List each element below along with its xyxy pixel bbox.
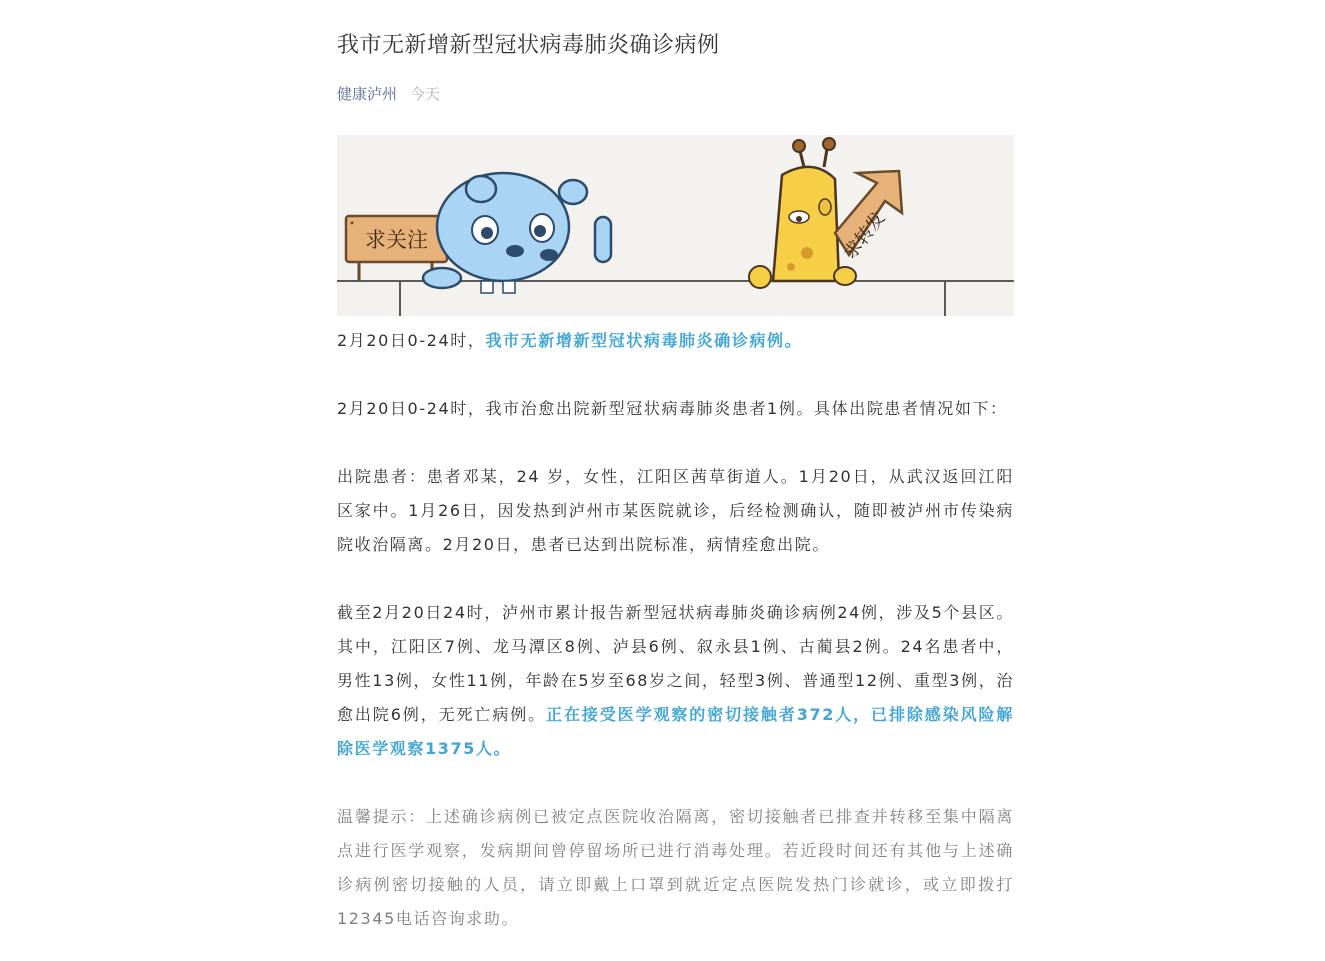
sign-share [835,171,902,263]
banner-illustration [337,135,1014,316]
cumulative-highlight: 正在接受医学观察的密切接触者372人，已排除感染风险解除医学观察1375人。 [337,705,1014,758]
paragraph-patient: 出院患者：患者邓某，24 岁，女性，江阳区茜草街道人。1月20日，从武汉返回江阳区家中。1月26日，因发热到泸州市某医院就诊，后经检测确认，随即被泸州市传染病院收治隔离。2月20日，患者已达到出院标准，病情痊愈出院。 [337,467,1014,554]
article-meta [337,85,1014,103]
paragraph-tip: 温馨提示：上述确诊病例已被定点医院收治隔离，密切接触者已排查并转移至集中隔离点进行医学观察，发病期间曾停留场所已进行消毒处理。若近段时间还有其他与上述确诊病例密切接触的人员，请立即戴上口罩到就近定点医院发热门诊就诊，或立即拨打12345电话咨询求助。 [337,807,1014,928]
author-link[interactable]: 健康泸州 [337,85,398,103]
giraffe-figure [749,138,856,288]
article-body [337,324,1014,936]
hippo-figure [423,173,611,293]
paragraph-cumulative [337,596,1014,766]
cumulative-lead: 截至2月20日24时，泸州市累计报告新型冠状病毒肺炎确诊病例24例，涉及5个县区。其中，江阳区7例、龙马潭区8例、泸县6例、叙永县1例、古蔺县2例。24名患者中，男性13例，女性11例，年龄在5岁至68岁之间，轻型3例、普通型12例、重型3例，治愈出院6例，无死亡病例。 [337,603,1014,724]
banner-image [337,135,1014,316]
sign-share-text: 求转发 [839,207,890,264]
publish-date: 今天 [409,85,440,103]
sign-follow-text: 求关注 [365,228,428,252]
summary-lead: 2月20日0-24时， [337,331,486,350]
article [337,0,1014,936]
paragraph-recovery: 2月20日0-24时，我市治愈出院新型冠状病毒肺炎患者1例。具体出院患者情况如下： [337,399,1008,418]
summary-highlight: 我市无新增新型冠状病毒肺炎确诊病例。 [485,331,803,350]
article-title: 我市无新增新型冠状病毒肺炎确诊病例 [337,33,720,58]
paragraph-summary [337,324,1014,358]
